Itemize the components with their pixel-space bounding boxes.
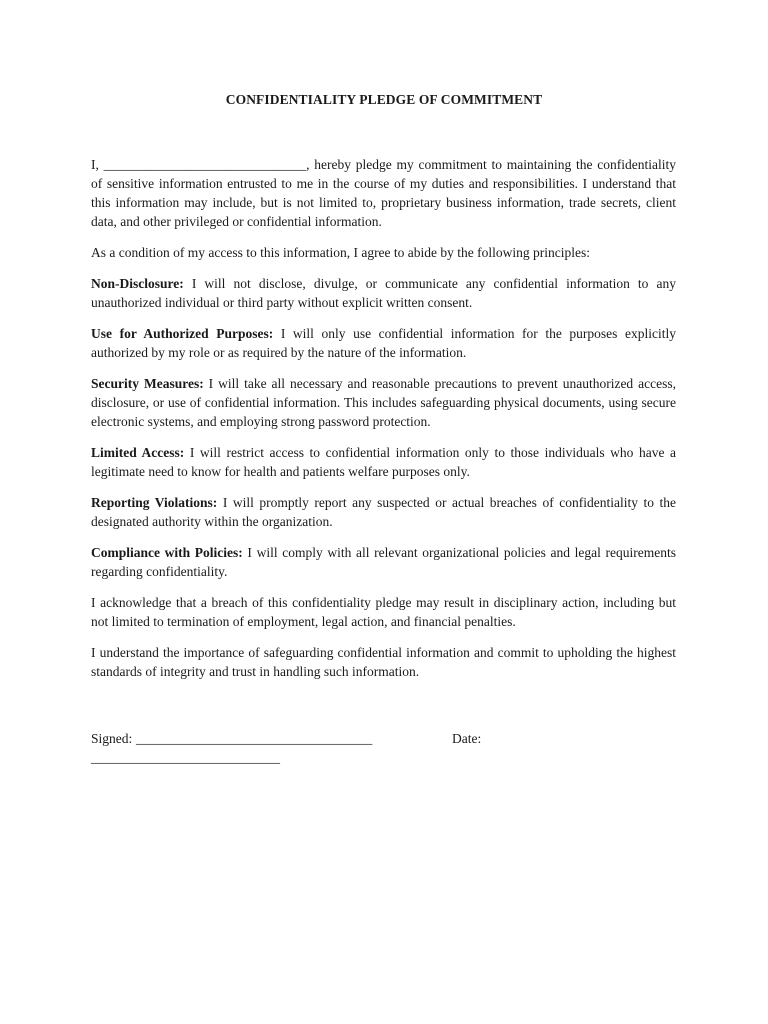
principle-text: I will comply with all relevant organizational policies and legal requirements regarding confidentiality.: [91, 545, 677, 579]
understanding-paragraph: I understand the importance of safeguarding confidential information and commit to upholding the highest standards of integrity and trust in handling such information.: [91, 645, 676, 679]
principle-term: Non-Disclosure:: [91, 276, 184, 291]
principle-compliance: [91, 543, 676, 581]
principle-term: Reporting Violations:: [91, 495, 218, 510]
principle-term: Use for Authorized Purposes:: [91, 326, 274, 341]
principle-reporting-violations: [91, 493, 676, 531]
principle-term: Security Measures:: [91, 376, 204, 391]
name-blank: ______________________________: [103, 157, 307, 172]
principle-authorized-purposes: [91, 324, 676, 362]
document-body: [91, 155, 676, 693]
date-line: ____________________________: [91, 750, 280, 765]
signed-label: Signed:: [91, 731, 133, 746]
principle-text: I will promptly report any suspected or actual breaches of confidentiality to the designated authority within the organization.: [91, 495, 677, 529]
principle-limited-access: [91, 443, 676, 481]
document-title: CONFIDENTIALITY PLEDGE OF COMMITMENT: [225, 92, 543, 107]
intro-paragraph: [91, 155, 676, 231]
principle-text: I will take all necessary and reasonable precautions to prevent unauthorized access, disclosure, or use of confidential information. This includes safeguarding physical documents, using secure electronic systems, and employing strong password protection.: [91, 376, 676, 429]
principle-term: Limited Access:: [91, 445, 185, 460]
principle-non-disclosure: [91, 274, 676, 312]
principle-text: I will not disclose, divulge, or communicate any confidential information to any unauthorized individual or third party without explicit written consent.: [91, 276, 676, 310]
principle-security-measures: [91, 374, 676, 431]
principle-text: I will only use confidential information for the purposes explicitly authorized by my role or as required by the nature of the information.: [91, 326, 676, 360]
intro-text: , hereby pledge my commitment to maintaining the confidentiality of sensitive information entrusted to me in the course of my duties and responsibilities. I understand that this information may include, but is not limited to, proprietary business information, trade secrets, client data, and other privileged or confidential information.: [91, 157, 676, 229]
acknowledgement-paragraph: I acknowledge that a breach of this confidentiality pledge may result in disciplinary action, including but not limited to termination of employment, legal action, and financial penalties.: [91, 595, 676, 629]
signature-line: ___________________________________: [136, 731, 373, 746]
date-label: Date:: [452, 731, 482, 746]
condition-paragraph: As a condition of my access to this information, I agree to abide by the following principles:: [91, 245, 591, 260]
principle-term: Compliance with Policies:: [91, 545, 243, 560]
intro-prefix: I,: [91, 157, 104, 172]
principle-text: I will restrict access to confidential information only to those individuals who have a legitimate need to know for health and patients welfare purposes only.: [91, 445, 676, 479]
